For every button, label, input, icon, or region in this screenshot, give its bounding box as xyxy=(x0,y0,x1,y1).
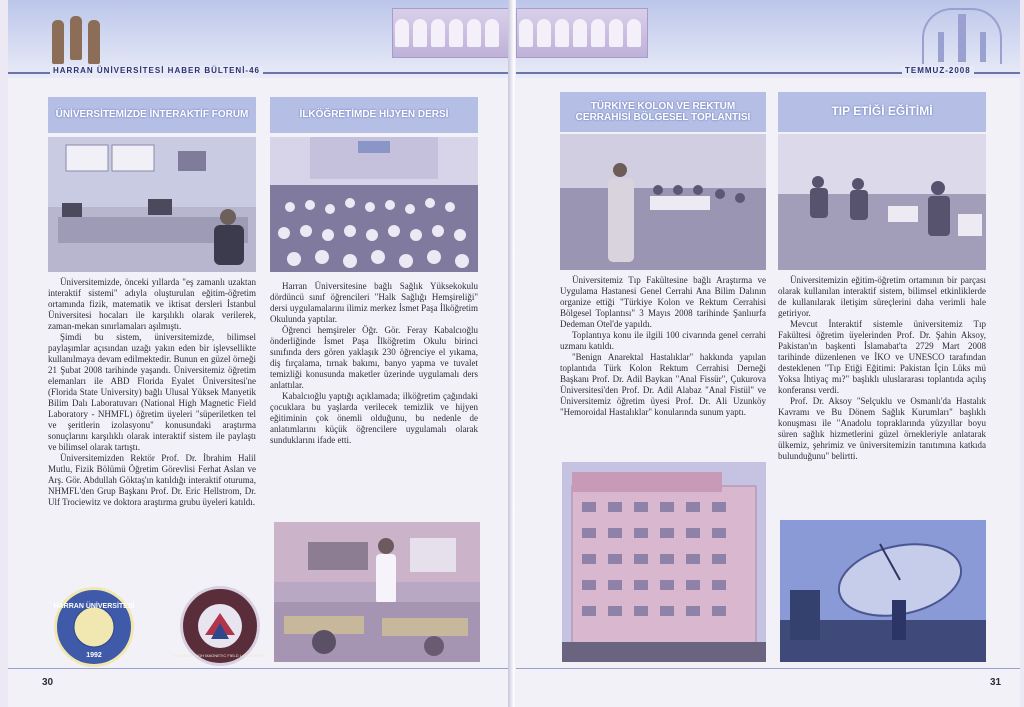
paragraph: Kabalcıoğlu yaptığı açıklamada; ilköğretim çağındaki çocuklara bu yaşlarda verilecek temizlik ve hijyen eğitiminin çok önemli olduğunu, bu nedenle de anlatımlarını küçük öğrencilere uygulamalı olarak sunduklarını ifade etti. xyxy=(270,391,478,445)
article-body-hygiene xyxy=(270,281,478,446)
paragraph: Prof. Dr. Aksoy "Selçuklu ve Osmanlı'da Hastalık Kavramı ve Bu Dönem Sağlık Kurumları" başlıklı konuşması ile "Anadolu topraklarında yüzyıllar boyu süren sağlık hizmetlerini güzel örnekleriyle anlatarak ülkemiz, şehrimiz ve üniversitemizin tanıtımına katkıda bulunduğunu" belirtti. xyxy=(778,396,986,461)
seal-lab-name: NATIONAL HIGH MAGNETIC FIELD LABORATORY xyxy=(173,653,267,658)
footer-rule xyxy=(516,668,1020,669)
paragraph: Üniversitemizde, önceki yıllarda "eş zamanlı uzaktan interaktif sistemi" adıyla oluşturulan eğitim-öğretim ortamında fizik, matematik ve iktisat dersleri İstanbul Üniversitesi hocaları ile karşılıklı olarak verilerek, zaman-mekan sınırlamaları aşılmıştı. xyxy=(48,277,256,331)
left-page xyxy=(8,0,512,707)
article-body-colorectal xyxy=(560,275,766,418)
paragraph: Üniversitemizin eğitim-öğretim ortamının bir parçası olarak kullanılan interaktif sistem, bilimsel etkinliklerde de kullanılarak iletişim süreçlerini daha verimli hale getiriyor. xyxy=(778,275,986,318)
nhmfl-seal xyxy=(173,586,267,666)
footer-rule xyxy=(8,668,512,669)
statue-figure xyxy=(70,16,82,60)
article-body-interactive-forum xyxy=(48,277,256,508)
article-title-hygiene: İLKÖĞRETİMDE HİJYEN DERSİ xyxy=(270,97,478,133)
classroom-photo xyxy=(274,522,480,662)
paragraph: Toplantıya konu ile ilgili 100 civarında genel cerrahi uzmanı katıldı. xyxy=(560,330,766,351)
article-title-interactive-forum: ÜNİVERSİTEMİZDE İNTERAKTİF FORUM xyxy=(48,97,256,133)
newsletter-header: HARRAN ÜNİVERSİTESİ HABER BÜLTENİ-46 xyxy=(50,66,263,75)
statue-figure xyxy=(88,20,100,64)
seal-year: 1992 xyxy=(86,652,102,659)
paragraph: Harran Üniversitesine bağlı Sağlık Yüksekokulu dördüncü sınıf öğrencileri "Halk Sağlığı Hemşireliği" dersi uygulamalarını ilimiz merkez İsmet Paşa İlköğretim Okulunda yaptılar. xyxy=(270,281,478,324)
issue-date: TEMMUZ-2008 xyxy=(902,66,974,75)
satellite-dish-photo xyxy=(780,520,986,662)
header-students-photo xyxy=(392,8,514,58)
conference-room-photo xyxy=(778,134,986,270)
article-title-colorectal: TÜRKİYE KOLON VE REKTUM CERRAHİSİ BÖLGESEL TOPLANTISI xyxy=(560,92,766,132)
meeting-photo xyxy=(560,134,766,270)
hygiene-assembly-photo xyxy=(270,137,478,272)
page-number-right: 31 xyxy=(990,677,1002,688)
paragraph: Üniversitemizden Rektör Prof. Dr. İbrahim Halil Mutlu, Fizik Bölümü Öğretim Görevlisi Ferhat Aslan ve Arş. Gör. Abdullah Göktaş'ın katıldığı interaktif oturuma, NHMFL'den Grup Başkanı Prof. Dr. Eric Hellstrom, Dr. Ulf Trociewitz ve doktora araştırma grubu üyeleri katıldı. xyxy=(48,453,256,507)
university-logo xyxy=(922,8,1002,64)
hospital-building-photo xyxy=(562,462,766,662)
header-students-photo xyxy=(516,8,648,58)
article-title-medical-ethics: TIP ETİĞİ EĞİTİMİ xyxy=(778,92,986,132)
statue-figure xyxy=(52,20,64,64)
harran-university-seal xyxy=(54,587,134,667)
seal-university-name: HARRAN ÜNİVERSİTESİ xyxy=(53,603,135,610)
forum-photo xyxy=(48,137,256,272)
paragraph: Öğrenci hemşireler Öğr. Gör. Feray Kabalcıoğlu önderliğinde İsmet Paşa İlköğretim Okulu birinci sınıfında ders gören yaklaşık 230 öğrenciye el yıkama, diş fırçalama, tırnak bakımı, banyo yapma ve tuvalet temizliği konusunda maketler üzerinde uygulamalı ders anlattılar. xyxy=(270,325,478,390)
paragraph: "Benign Anarektal Hastalıklar" hakkında yapılan toplantıda Türk Kolon Rektum Cerrahisi Derneği Başkanı Prof. Dr. Adil Baykan "Anal Fissür", Çukurova Üniversitesi'den Prof. Dr. Adil Alabaz "Anal Fistül" ve Üniversitemiz öğretim üyesi Prof. Dr. Ali Uzunköy "Hemoroidal Hastalıklar" konularında sunum yaptı. xyxy=(560,352,766,417)
right-page xyxy=(516,0,1020,707)
page-number-left: 30 xyxy=(42,677,54,688)
article-body-medical-ethics xyxy=(778,275,986,462)
paragraph: Şimdi bu sistem, üniversitemizde, bilimsel paylaşımlar açısından uzağı yakın eden bir işlevsellikte kullanılmaya devam edilmektedir. Bunun en güzel örneği 21 Şubat 2008 tarihinde yaşandı. Üniversitemiz öğretim elemanları ile ABD Florida Eyalet Üniversitesi'ne (Florida State University) bağlı Ulusal Yüksek Manyetik Bilim Dalı Laboratuvarı (National High Magnetic Field Laboratory - NHMFL) öğretim üyeleri "süperiletken tel ve şeritlerin izolasyonu" konusundaki araştırma sonuçlarını karşılıklı olarak interaktif sistem ile paylaştı ve bilimsel olarak tartıştı. xyxy=(48,332,256,452)
paragraph: Mevcut İnteraktif sistemle üniversitemiz Tıp Fakültesi öğretim üyelerinden Prof. Dr. Şahin Aksoy, Pakistan'ın başkenti İslamabat'ta 2729 Mart 2008 tarihinde düzenlenen ve İKO ve UNESCO tarafından desteklenen "Tıp Etiği Eğitimi: Pakistan İçin Lüks mü Yoksa İhtiyaç mı?" başlıklı uluslararası toplantıda açılış konferansı verdi. xyxy=(778,319,986,395)
paragraph: Üniversitemiz Tıp Fakültesine bağlı Araştırma ve Uygulama Hastanesi Genel Cerrahi Ana Bilim Dalının organize ettiği "Türkiye Kolon ve Rektum Cerrahisi Bölgesel Toplantısı" 3 Mayıs 2008 tarihinde Şanlıurfa Dedeman Otel'de yapıldı. xyxy=(560,275,766,329)
